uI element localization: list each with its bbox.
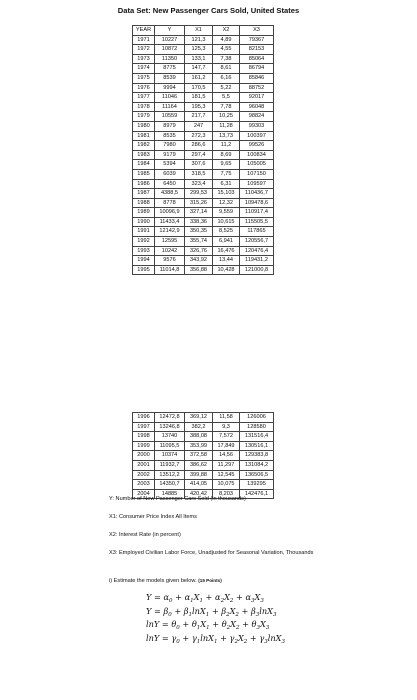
x1-cell: 307,6 (185, 160, 213, 170)
y-cell: 9994 (155, 83, 185, 93)
x2-cell: 10,615 (213, 217, 240, 227)
y-cell: 13740 (155, 432, 185, 442)
table-row (133, 256, 274, 266)
year-cell: 2004 (133, 489, 155, 499)
x3-cell: 120476,4 (240, 246, 274, 256)
x2-cell: 16,476 (213, 246, 240, 256)
year-cell: 1985 (133, 169, 155, 179)
y-cell: 11932,7 (155, 460, 185, 470)
x3-cell: 105005 (240, 160, 274, 170)
x3-cell: 121000,8 (240, 265, 274, 275)
x1-cell: 161,2 (185, 73, 213, 83)
table-row (133, 189, 274, 199)
model-equations (146, 591, 285, 645)
x3-cell: 86794 (240, 64, 274, 74)
y-cell: 8778 (155, 198, 185, 208)
model-equation-4: $\ln Y = \gamma_0 + \gamma_1\ln X_1 + \gamma_2X_2 + \gamma_3\ln X_3$ (146, 632, 285, 645)
x3-cell: 92017 (240, 93, 274, 103)
x2-cell: 9,3 (213, 422, 240, 432)
x2-cell: 9,559 (213, 208, 240, 218)
x2-cell: 7,38 (213, 54, 240, 64)
x2-cell: 6,31 (213, 179, 240, 189)
y-cell: 10096,9 (155, 208, 185, 218)
x2-cell: 12,32 (213, 198, 240, 208)
x1-cell: 327,14 (185, 208, 213, 218)
year-cell: 1972 (133, 45, 155, 55)
y-cell: 10227 (155, 35, 185, 45)
x2-cell: 6,16 (213, 73, 240, 83)
x3-cell: 115505,5 (240, 217, 274, 227)
year-cell: 1994 (133, 256, 155, 266)
table-header-row (133, 26, 274, 36)
x1-cell: 372,58 (185, 451, 213, 461)
year-cell: 2001 (133, 460, 155, 470)
header-x1: X1 (185, 26, 213, 36)
x2-cell: 7,78 (213, 102, 240, 112)
note-x2: X2: Interest Rate (in percent) (109, 532, 181, 538)
x1-cell: 121,3 (185, 35, 213, 45)
x2-cell: 4,89 (213, 35, 240, 45)
table-row (133, 227, 274, 237)
year-cell: 1982 (133, 141, 155, 151)
table-row (133, 237, 274, 247)
question-points: (15 Points) (198, 578, 222, 583)
y-cell: 10242 (155, 246, 185, 256)
y-cell: 10374 (155, 451, 185, 461)
header-year: YEAR (133, 26, 155, 36)
year-cell: 1981 (133, 131, 155, 141)
y-cell: 8535 (155, 131, 185, 141)
table-row (133, 179, 274, 189)
x3-cell: 96048 (240, 102, 274, 112)
y-cell: 10872 (155, 45, 185, 55)
x2-cell: 11,2 (213, 141, 240, 151)
year-cell: 1992 (133, 237, 155, 247)
year-cell: 1974 (133, 64, 155, 74)
y-cell: 12142,9 (155, 227, 185, 237)
x3-cell: 110436,7 (240, 189, 274, 199)
year-cell: 1993 (133, 246, 155, 256)
table-row (133, 112, 274, 122)
y-cell: 11046 (155, 93, 185, 103)
x2-cell: 10,25 (213, 112, 240, 122)
model-equation-3: $\ln Y = \theta_0 + \theta_1X_1 + \theta_2X_2 + \theta_3X_3$ (146, 619, 270, 632)
model-equation-2: $Y = \beta_0 + \beta_1\ln X_1 + \beta_2X_2 + \beta_3\ln X_3$ (146, 605, 277, 618)
data-table-part2 (132, 412, 274, 499)
header-y: Y (155, 26, 185, 36)
table-row (133, 93, 274, 103)
y-cell: 9179 (155, 150, 185, 160)
x1-cell: 382,2 (185, 422, 213, 432)
year-cell: 1983 (133, 150, 155, 160)
table-row (133, 480, 274, 490)
table-row (133, 422, 274, 432)
x3-cell: 98824 (240, 112, 274, 122)
year-cell: 1986 (133, 179, 155, 189)
x2-cell: 11,58 (213, 413, 240, 423)
y-cell: 10559 (155, 112, 185, 122)
table-row (133, 432, 274, 442)
x2-cell: 4,55 (213, 45, 240, 55)
y-cell: 8979 (155, 121, 185, 131)
x2-cell: 5,5 (213, 93, 240, 103)
x2-cell: 12,545 (213, 470, 240, 480)
x3-cell: 107150 (240, 169, 274, 179)
year-cell: 1987 (133, 189, 155, 199)
header-x3: X3 (240, 26, 274, 36)
year-cell: 1989 (133, 208, 155, 218)
year-cell: 1995 (133, 265, 155, 275)
y-cell: 12472,8 (155, 413, 185, 423)
table-row (133, 169, 274, 179)
y-cell: 11350 (155, 54, 185, 64)
x3-cell: 136506,5 (240, 470, 274, 480)
x2-cell: 11,297 (213, 460, 240, 470)
table-row (133, 131, 274, 141)
table-row (133, 198, 274, 208)
x3-cell: 131084,2 (240, 460, 274, 470)
x1-cell: 355,74 (185, 237, 213, 247)
x3-cell: 139295 (240, 480, 274, 490)
x1-cell: 297,4 (185, 150, 213, 160)
x3-cell: 85064 (240, 54, 274, 64)
table-row (133, 246, 274, 256)
x3-cell: 110917,4 (240, 208, 274, 218)
x1-cell: 181,5 (185, 93, 213, 103)
x3-cell: 100397 (240, 131, 274, 141)
y-cell: 11164 (155, 102, 185, 112)
table-row (133, 160, 274, 170)
year-cell: 1998 (133, 432, 155, 442)
x2-cell: 13,73 (213, 131, 240, 141)
y-cell: 5394 (155, 160, 185, 170)
x2-cell: 11,28 (213, 121, 240, 131)
x1-cell: 195,3 (185, 102, 213, 112)
x2-cell: 7,572 (213, 432, 240, 442)
x1-cell: 399,88 (185, 470, 213, 480)
y-cell: 9576 (155, 256, 185, 266)
table-row (133, 54, 274, 64)
x1-cell: 315,26 (185, 198, 213, 208)
y-cell: 11433,4 (155, 217, 185, 227)
x3-cell: 142476,1 (240, 489, 274, 499)
year-cell: 1976 (133, 83, 155, 93)
x2-cell: 8,525 (213, 227, 240, 237)
x3-cell: 120556,7 (240, 237, 274, 247)
table-row (133, 121, 274, 131)
x3-cell: 131516,4 (240, 432, 274, 442)
y-cell: 6039 (155, 169, 185, 179)
x1-cell: 386,62 (185, 460, 213, 470)
year-cell: 2003 (133, 480, 155, 490)
table-row (133, 64, 274, 74)
header-x2: X2 (213, 26, 240, 36)
x1-cell: 350,35 (185, 227, 213, 237)
x3-cell: 99303 (240, 121, 274, 131)
y-cell: 12595 (155, 237, 185, 247)
table-row (133, 217, 274, 227)
table-row (133, 141, 274, 151)
table-row (133, 208, 274, 218)
x2-cell: 13,44 (213, 256, 240, 266)
table-row (133, 451, 274, 461)
x2-cell: 8,203 (213, 489, 240, 499)
worksheet-page-top (0, 0, 417, 288)
x1-cell: 272,3 (185, 131, 213, 141)
x1-cell: 299,53 (185, 189, 213, 199)
x1-cell: 420,42 (185, 489, 213, 499)
x2-cell: 10,075 (213, 480, 240, 490)
note-x3: X3: Employed Civilian Labor Force, Unadjusted for Seasonal Variation, Thousands (109, 550, 314, 556)
y-cell: 14350,7 (155, 480, 185, 490)
x1-cell: 125,3 (185, 45, 213, 55)
table-row (133, 413, 274, 423)
year-cell: 1997 (133, 422, 155, 432)
x1-cell: 326,76 (185, 246, 213, 256)
y-cell: 14885 (155, 489, 185, 499)
x2-cell: 8,61 (213, 64, 240, 74)
question-text: i) Estimate the models given below. (109, 578, 197, 584)
table-row (133, 102, 274, 112)
x3-cell: 109478,6 (240, 198, 274, 208)
x1-cell: 133,1 (185, 54, 213, 64)
x1-cell: 286,6 (185, 141, 213, 151)
x2-cell: 9,65 (213, 160, 240, 170)
table-row (133, 265, 274, 275)
year-cell: 1984 (133, 160, 155, 170)
x2-cell: 14,56 (213, 451, 240, 461)
note-x1: X1: Consumer Price Index All Items (109, 514, 197, 520)
question-prompt (109, 578, 222, 584)
year-cell: 1990 (133, 217, 155, 227)
table-row (133, 441, 274, 451)
x3-cell: 130516,1 (240, 441, 274, 451)
year-cell: 1979 (133, 112, 155, 122)
year-cell: 1971 (133, 35, 155, 45)
x1-cell: 353,99 (185, 441, 213, 451)
y-cell: 8539 (155, 73, 185, 83)
y-cell: 13512,2 (155, 470, 185, 480)
year-cell: 1980 (133, 121, 155, 131)
x1-cell: 356,88 (185, 265, 213, 275)
table-row (133, 83, 274, 93)
x2-cell: 10,428 (213, 265, 240, 275)
y-cell: 4388,5 (155, 189, 185, 199)
year-cell: 1978 (133, 102, 155, 112)
x1-cell: 338,36 (185, 217, 213, 227)
year-cell: 1991 (133, 227, 155, 237)
x2-cell: 15,103 (213, 189, 240, 199)
x1-cell: 343,92 (185, 256, 213, 266)
x3-cell: 99526 (240, 141, 274, 151)
year-cell: 1977 (133, 93, 155, 103)
table-body-part2 (133, 413, 274, 499)
x1-cell: 388,08 (185, 432, 213, 442)
year-cell: 1975 (133, 73, 155, 83)
x1-cell: 147,7 (185, 64, 213, 74)
x1-cell: 323,4 (185, 179, 213, 189)
x1-cell: 414,05 (185, 480, 213, 490)
y-cell: 11014,8 (155, 265, 185, 275)
table-row (133, 470, 274, 480)
y-cell: 13246,8 (155, 422, 185, 432)
table-row (133, 35, 274, 45)
y-cell: 11095,5 (155, 441, 185, 451)
table-row (133, 45, 274, 55)
table-body-part1 (133, 35, 274, 275)
model-equation-1: $Y = \alpha_0 + \alpha_1X_1 + \alpha_2X_2 + \alpha_3X_3$ (146, 592, 264, 604)
x3-cell: 88752 (240, 83, 274, 93)
x2-cell: 6,941 (213, 237, 240, 247)
x3-cell: 82153 (240, 45, 274, 55)
x2-cell: 7,75 (213, 169, 240, 179)
year-cell: 1996 (133, 413, 155, 423)
x3-cell: 129383,8 (240, 451, 274, 461)
x2-cell: 8,69 (213, 150, 240, 160)
x3-cell: 100834 (240, 150, 274, 160)
x3-cell: 85846 (240, 73, 274, 83)
year-cell: 1973 (133, 54, 155, 64)
year-cell: 1999 (133, 441, 155, 451)
data-table-part1 (132, 25, 274, 275)
year-cell: 2002 (133, 470, 155, 480)
table-row (133, 460, 274, 470)
x1-cell: 369,12 (185, 413, 213, 423)
table-row (133, 73, 274, 83)
page-gap (0, 290, 417, 310)
year-cell: 1988 (133, 198, 155, 208)
year-cell: 2000 (133, 451, 155, 461)
x3-cell: 119431,2 (240, 256, 274, 266)
y-cell: 7980 (155, 141, 185, 151)
y-cell: 6450 (155, 179, 185, 189)
x3-cell: 79367 (240, 35, 274, 45)
x3-cell: 109597 (240, 179, 274, 189)
x1-cell: 247 (185, 121, 213, 131)
x3-cell: 117865 (240, 227, 274, 237)
x2-cell: 17,849 (213, 441, 240, 451)
y-cell: 8775 (155, 64, 185, 74)
x1-cell: 170,5 (185, 83, 213, 93)
note-y: Y: Number of New Passenger Cars Sold (in thousands) (109, 496, 246, 502)
x1-cell: 318,5 (185, 169, 213, 179)
x3-cell: 126006 (240, 413, 274, 423)
table-row (133, 150, 274, 160)
dataset-title: Data Set: New Passenger Cars Sold, United States (117, 6, 300, 15)
x1-cell: 217,7 (185, 112, 213, 122)
x3-cell: 128580 (240, 422, 274, 432)
x2-cell: 5,22 (213, 83, 240, 93)
